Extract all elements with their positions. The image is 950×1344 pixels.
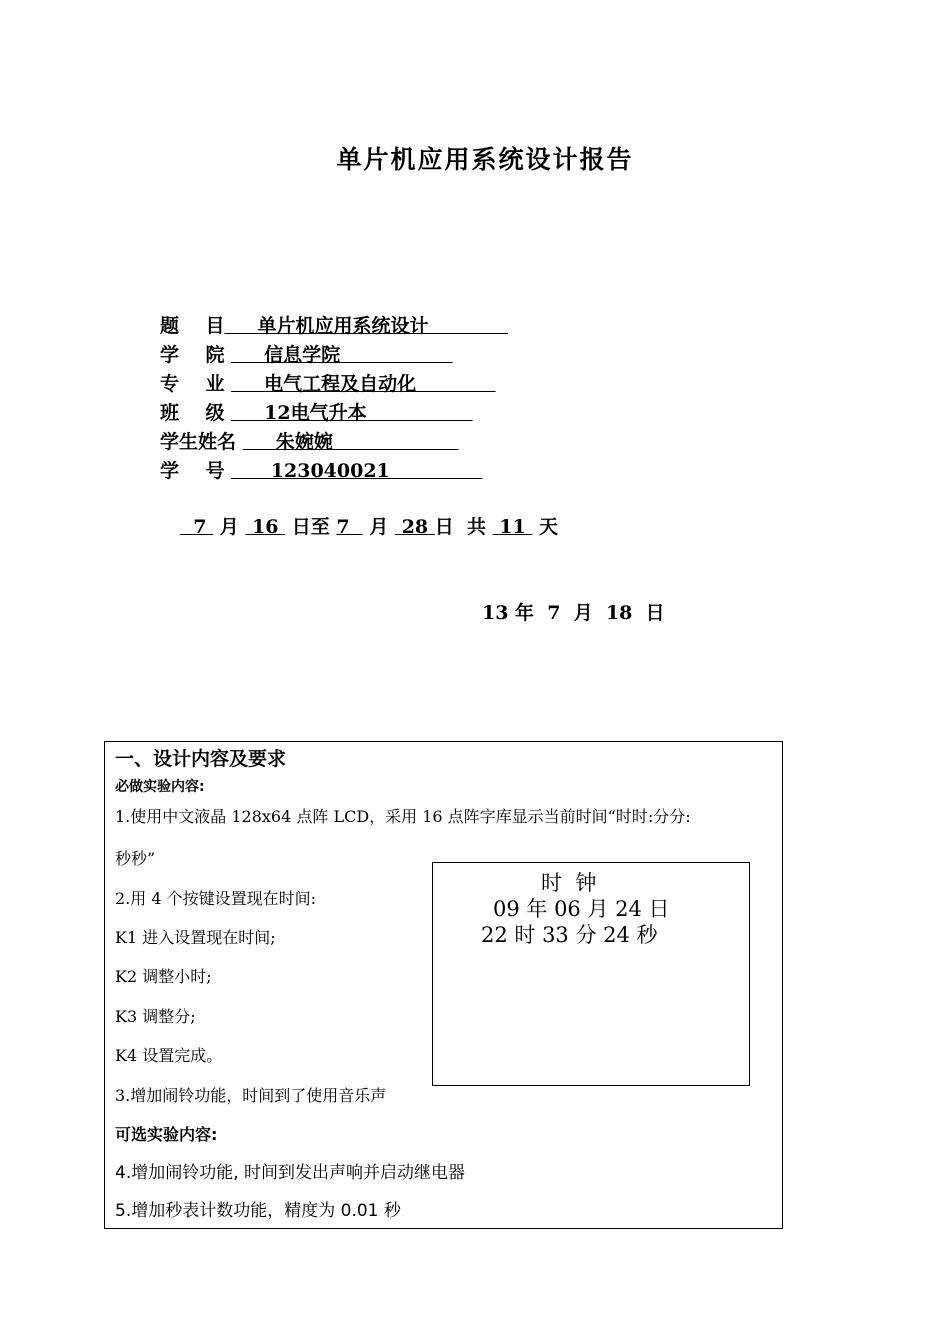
month-unit: 月 bbox=[369, 516, 389, 538]
info-value: 电气工程及自动化 bbox=[231, 373, 496, 395]
end-day: 28 bbox=[401, 516, 429, 538]
info-row-college bbox=[160, 341, 508, 370]
end-month: 7 bbox=[336, 516, 350, 538]
days-unit: 天 bbox=[538, 516, 558, 538]
list-item: K3 调整分; bbox=[115, 1007, 196, 1026]
duration-row bbox=[180, 512, 558, 539]
info-row-student-id bbox=[160, 457, 508, 486]
list-item: 1.使用中文液晶 128x64 点阵 LCD，采用 16 点阵字库显示当前时间“时时:分分: bbox=[115, 807, 691, 826]
list-item: 4.增加闹铃功能, 时间到发出声响并启动继电器 bbox=[115, 1163, 466, 1183]
info-label: 学 号 bbox=[160, 460, 225, 482]
info-row-major bbox=[160, 370, 508, 399]
month-unit: 月 bbox=[219, 516, 239, 538]
list-item: K1 进入设置现在时间; bbox=[115, 928, 276, 947]
page-title: 单片机应用系统设计报告 bbox=[336, 145, 634, 174]
clock-time: 22 时 33 分 24 秒 bbox=[481, 923, 658, 947]
info-label: 学 院 bbox=[160, 344, 225, 366]
total-days: 11 bbox=[499, 516, 526, 538]
start-day: 16 bbox=[251, 516, 279, 538]
list-item: 2.用 4 个按键设置现在时间: bbox=[115, 889, 317, 908]
info-value: 朱婉婉 bbox=[242, 431, 459, 453]
day-to: 日至 bbox=[291, 516, 330, 538]
list-item: K2 调整小时; bbox=[115, 967, 212, 986]
info-value: 123040021 bbox=[231, 460, 483, 482]
info-label: 专 业 bbox=[160, 373, 225, 395]
clock-date: 09 年 06 月 24 日 bbox=[493, 897, 670, 921]
start-month: 7 bbox=[193, 516, 207, 538]
section-title: 一、设计内容及要求 bbox=[115, 748, 287, 770]
optional-heading: 可选实验内容: bbox=[115, 1125, 218, 1144]
info-label: 班 级 bbox=[160, 402, 225, 424]
list-item: K4 设置完成。 bbox=[115, 1046, 223, 1065]
day-unit: 日 bbox=[434, 516, 454, 538]
info-value: 单片机应用系统设计 bbox=[224, 315, 508, 337]
info-value: 12电气升本 bbox=[231, 402, 473, 424]
info-block bbox=[160, 312, 508, 486]
info-label: 学生姓名 bbox=[160, 431, 237, 453]
clock-title: 时 钟 bbox=[541, 871, 597, 895]
list-item: 3.增加闹铃功能，时间到了使用音乐声 bbox=[115, 1086, 387, 1105]
lcd-clock-display bbox=[432, 862, 750, 1086]
report-date: 13 年 7 月 18 日 bbox=[482, 602, 665, 624]
list-item: 5.增加秒表计数功能，精度为 0.01 秒 bbox=[115, 1201, 401, 1221]
list-item: 秒秒” bbox=[115, 849, 156, 868]
required-heading: 必做实验内容: bbox=[115, 779, 205, 795]
info-row-class bbox=[160, 399, 508, 428]
info-row-student-name bbox=[160, 428, 508, 457]
info-row-topic bbox=[160, 312, 508, 341]
info-label: 题 目 bbox=[160, 315, 225, 337]
info-value: 信息学院 bbox=[231, 344, 453, 366]
total-label: 共 bbox=[467, 516, 487, 538]
